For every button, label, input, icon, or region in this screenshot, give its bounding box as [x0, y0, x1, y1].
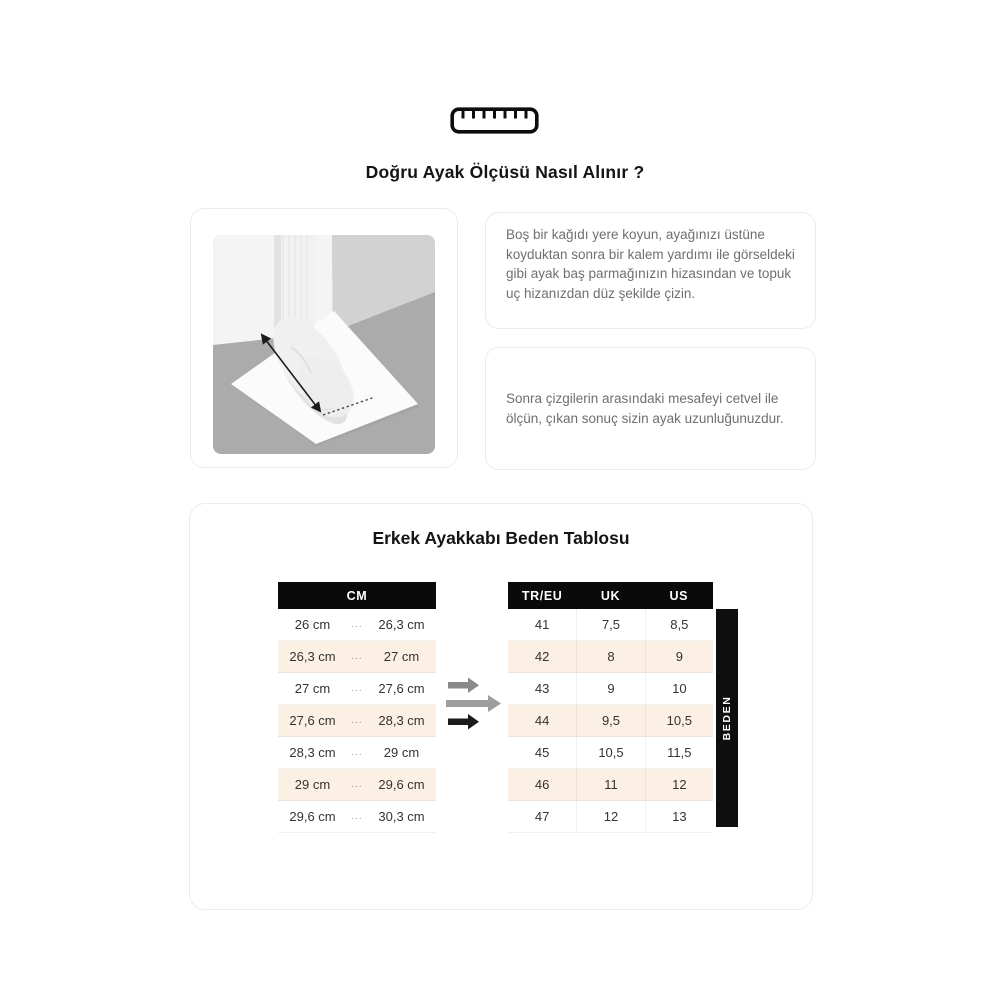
size-uk: 8	[576, 641, 644, 672]
cm-to: 27 cm	[383, 649, 420, 664]
cm-from: 27,6 cm	[289, 713, 336, 728]
foot-measurement-photo	[213, 235, 435, 454]
col-us: US	[669, 588, 689, 603]
cm-to: 29,6 cm	[378, 777, 425, 792]
size-tr-eu: 47	[534, 809, 550, 824]
size-us: 8,5	[645, 609, 713, 640]
size-uk: 10,5	[576, 737, 644, 768]
size-tr-eu: 45	[534, 745, 550, 760]
size-table	[508, 582, 713, 833]
cm-to: 26,3 cm	[378, 617, 425, 632]
beden-label: BEDEN	[721, 695, 733, 741]
range-dots: ...	[351, 747, 363, 758]
size-uk: 11	[576, 769, 644, 800]
cm-table-row	[278, 705, 436, 737]
range-dots: ...	[351, 811, 363, 822]
size-chart-title: Erkek Ayakkabı Beden Tablosu	[372, 528, 630, 548]
size-tr-eu: 42	[534, 649, 550, 664]
cm-to: 27,6 cm	[378, 681, 425, 696]
size-us: 12	[645, 769, 713, 800]
size-tr-eu: 46	[534, 777, 550, 792]
size-us: 11,5	[645, 737, 713, 768]
instruction-card-2	[485, 347, 816, 470]
cm-table-row	[278, 737, 436, 769]
size-uk: 9,5	[576, 705, 644, 736]
cm-from: 27 cm	[294, 681, 331, 696]
foot-measurement-card	[190, 208, 458, 468]
cm-table-row	[278, 641, 436, 673]
size-table-row	[508, 641, 713, 673]
range-dots: ...	[351, 779, 363, 790]
ruler-icon	[450, 107, 539, 134]
page-title: Doğru Ayak Ölçüsü Nasıl Alınır ?	[365, 162, 645, 182]
cm-to: 30,3 cm	[378, 809, 425, 824]
size-table-row	[508, 801, 713, 833]
cm-table-row	[278, 609, 436, 641]
cm-table-row	[278, 769, 436, 801]
size-chart-card	[189, 503, 813, 910]
cm-table	[278, 582, 436, 833]
size-us: 9	[645, 641, 713, 672]
cm-from: 26,3 cm	[289, 649, 336, 664]
cm-to: 28,3 cm	[378, 713, 425, 728]
cm-from: 29,6 cm	[289, 809, 336, 824]
col-uk: UK	[600, 588, 621, 603]
range-dots: ...	[351, 683, 363, 694]
size-tr-eu: 44	[534, 713, 550, 728]
range-dots: ...	[351, 619, 363, 630]
range-dots: ...	[351, 651, 363, 662]
size-uk: 12	[576, 801, 644, 832]
size-table-header	[508, 582, 713, 609]
size-table-row	[508, 705, 713, 737]
cm-table-row	[278, 673, 436, 705]
cm-from: 29 cm	[294, 777, 331, 792]
col-tr-eu: TR/EU	[521, 588, 563, 603]
cm-to: 29 cm	[383, 745, 420, 760]
size-uk: 7,5	[576, 609, 644, 640]
size-table-row	[508, 769, 713, 801]
size-table-row	[508, 737, 713, 769]
cm-from: 28,3 cm	[289, 745, 336, 760]
range-dots: ...	[351, 715, 363, 726]
instruction-step-1: Boş bir kağıdı yere koyun, ayağınızı üstüne koyduktan sonra bir kalem yardımı ile görseldeki gibi ayak baş parmağınızın hizasından ve topuk uç hizanızdan düz şekilde çizin.	[506, 227, 795, 301]
size-tr-eu: 41	[534, 617, 550, 632]
transfer-arrows-icon	[438, 672, 504, 736]
size-table-row	[508, 609, 713, 641]
cm-from: 26 cm	[294, 617, 331, 632]
instruction-step-2: Sonra çizgilerin arasındaki mesafeyi cetvel ile ölçün, çıkan sonuç sizin ayak uzunluğunuzdur.	[506, 391, 784, 426]
size-uk: 9	[576, 673, 644, 704]
size-us: 10	[645, 673, 713, 704]
instruction-card-1	[485, 212, 816, 329]
size-us: 10,5	[645, 705, 713, 736]
cm-table-header: CM	[278, 582, 436, 609]
size-tr-eu: 43	[534, 681, 550, 696]
beden-side-bar	[716, 609, 738, 827]
size-us: 13	[645, 801, 713, 832]
cm-table-row	[278, 801, 436, 833]
size-table-row	[508, 673, 713, 705]
